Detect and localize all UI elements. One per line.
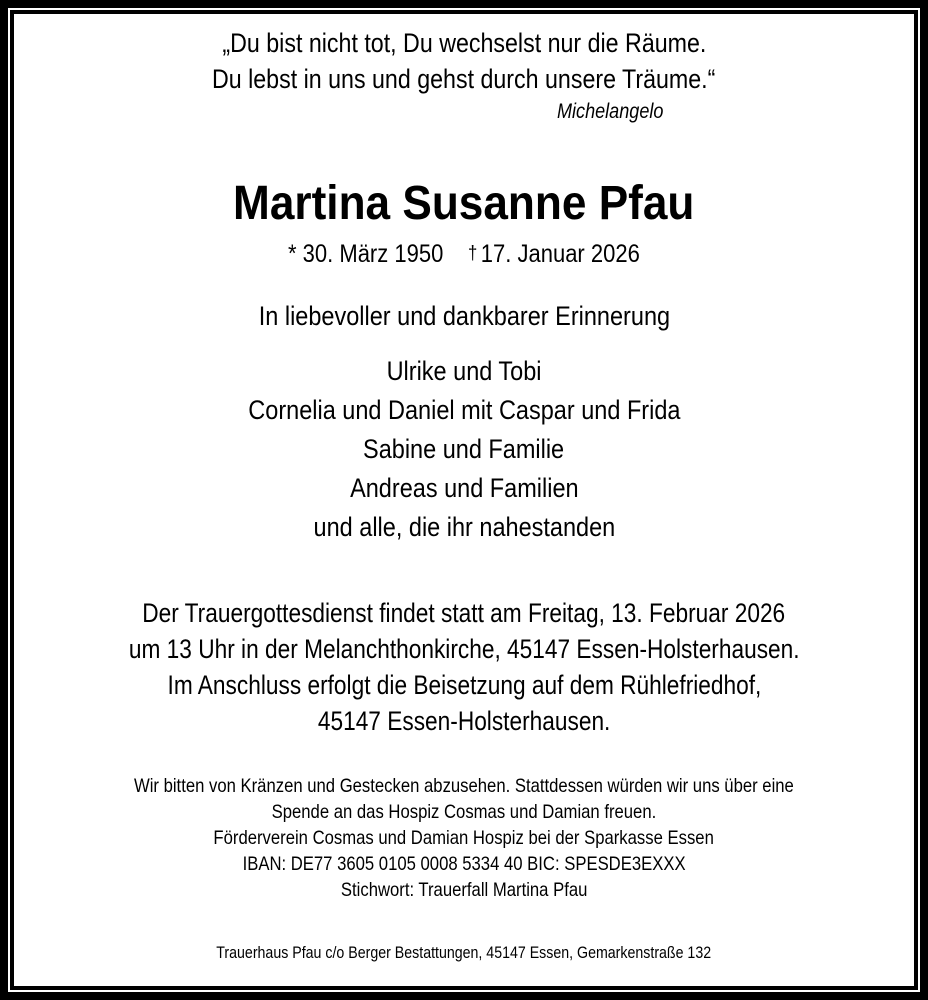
mourning-house-address	[0, 945, 928, 962]
deceased-name-text: Martina Susanne Pfau	[233, 177, 695, 230]
donation-text: Wir bitten von Kränzen und Gestecken abzusehen. Stattdessen würden wir uns über eine	[134, 775, 794, 797]
mourner-line	[0, 514, 928, 541]
donation-keyword-text: Stichwort: Trauerfall Martina Pfau	[340, 879, 588, 901]
quote-attribution: Michelangelo	[557, 100, 664, 123]
mourner-line	[0, 397, 928, 424]
deceased-name	[0, 177, 928, 230]
ceremony-text: um 13 Uhr in der Melanchthonkirche, 45147 Essen-Holsterhausen.	[128, 634, 800, 664]
donation-keyword-line	[0, 881, 928, 901]
death-date: 17. Januar 2026	[480, 240, 640, 268]
birth-date: 30. März 1950	[302, 240, 444, 268]
dagger-icon: †	[468, 243, 478, 264]
remembrance-line	[0, 303, 928, 330]
mourner-line	[0, 436, 928, 463]
remembrance-text: In liebevoller und dankbarer Erinnerung	[258, 301, 670, 331]
donation-line	[0, 777, 928, 797]
ceremony-line	[0, 600, 928, 627]
mourner-text: Sabine und Familie	[363, 434, 565, 464]
mourner-text: Cornelia und Daniel mit Caspar und Frida	[247, 395, 681, 425]
ceremony-text: 45147 Essen-Holsterhausen.	[317, 706, 611, 736]
bank-details-line	[0, 855, 928, 875]
quote-line-1	[0, 30, 928, 57]
donation-line	[0, 803, 928, 823]
mourner-line	[0, 358, 928, 385]
bank-details-text: IBAN: DE77 3605 0105 0008 5334 40 BIC: SPESDE3EXXX	[242, 853, 686, 875]
ceremony-text: Der Trauergottesdienst findet statt am Freitag, 13. Februar 2026	[142, 598, 786, 628]
quote-line-2	[0, 66, 928, 93]
quote-text-1: „Du bist nicht tot, Du wechselst nur die Räume.	[222, 28, 706, 58]
mourner-text: Andreas und Familien	[349, 473, 579, 503]
life-dates	[0, 242, 928, 267]
quote-text-2: Du lebst in uns und gehst durch unsere Träume.“	[212, 64, 716, 94]
mourner-text: Ulrike und Tobi	[386, 356, 542, 386]
mourner-line	[0, 475, 928, 502]
donation-line	[0, 829, 928, 849]
ceremony-line	[0, 708, 928, 735]
ceremony-line	[0, 636, 928, 663]
address-text: Trauerhaus Pfau c/o Berger Bestattungen, 45147 Essen, Gemarkenstraße 132	[216, 944, 712, 962]
ceremony-text: Im Anschluss erfolgt die Beisetzung auf dem Rühlefriedhof,	[167, 670, 761, 700]
mourner-text: und alle, die ihr nahestanden	[313, 512, 615, 542]
donation-text: Förderverein Cosmas und Damian Hospiz bei der Sparkasse Essen	[213, 827, 715, 849]
birth-symbol: *	[288, 240, 297, 268]
life-dates-text	[288, 242, 640, 267]
ceremony-line	[0, 672, 928, 699]
donation-text: Spende an das Hospiz Cosmas und Damian freuen.	[271, 801, 657, 823]
